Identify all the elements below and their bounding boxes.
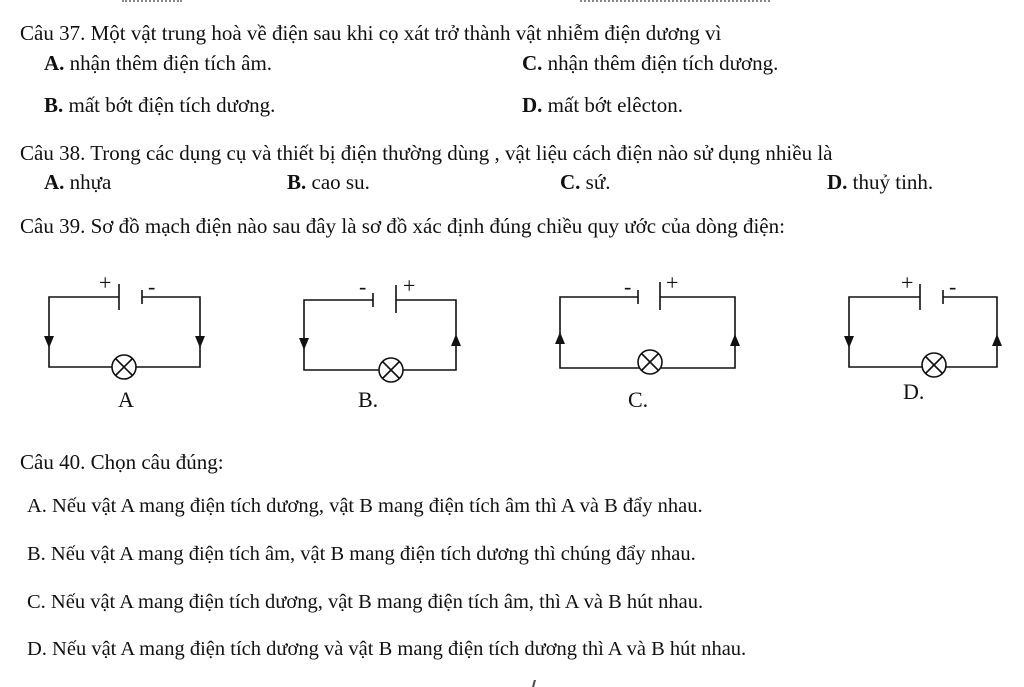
wire [660, 297, 735, 368]
option-text: nhận thêm điện tích âm. [64, 51, 273, 75]
current-arrow-up-icon [992, 334, 1002, 346]
question-37-stem: Câu 37. Một vật trung hoà về điện sau khi cọ xát trở thành vật nhiễm điện dương vì [20, 21, 722, 45]
q37-option-a [44, 51, 272, 75]
diagram-label-d: D. [903, 379, 925, 404]
q37-option-b [44, 93, 275, 117]
option-text: thuỷ tinh. [847, 170, 934, 194]
option-letter: D. [827, 170, 848, 194]
cropped-top-line-right [580, 0, 770, 4]
battery-left-sign: + [99, 270, 112, 295]
q38-option-c [560, 170, 610, 194]
battery-left-sign: - [359, 274, 367, 299]
option-letter: B. [287, 170, 307, 194]
option-letter: A. [44, 51, 65, 75]
q37-option-c [522, 51, 778, 75]
option-text: cao su. [306, 170, 370, 194]
q40-option-b: B. Nếu vật A mang điện tích âm, vật B mang điện tích dương thì chúng đẩy nhau. [27, 543, 696, 565]
option-text: nhựa [64, 170, 112, 194]
wire [396, 300, 456, 370]
battery-right-sign: + [666, 270, 679, 295]
cropped-top-line-left [122, 0, 182, 4]
q40-option-a: A. Nếu vật A mang điện tích dương, vật B mang điện tích âm thì A và B đẩy nhau. [27, 495, 703, 517]
current-arrow-down-icon [299, 338, 309, 350]
wire [49, 297, 119, 367]
wire [943, 297, 997, 367]
stray-mark [532, 680, 536, 687]
question-38-stem: Câu 38. Trong các dụng cụ và thiết bị điện thường dùng , vật liệu cách điện nào sử dụng nhiều là [20, 141, 833, 165]
question-40-stem: Câu 40. Chọn câu đúng: [20, 450, 224, 474]
wire [560, 297, 639, 368]
q40-option-d: D. Nếu vật A mang điện tích dương và vật B mang điện tích dương thì A và B hút nhau. [27, 638, 747, 660]
battery-right-sign: + [403, 273, 416, 298]
current-arrow-up-icon [555, 332, 565, 344]
option-letter: C. [522, 51, 543, 75]
question-39-stem: Câu 39. Sơ đồ mạch điện nào sau đây là sơ đồ xác định đúng chiều quy ước của dòng điện: [20, 214, 785, 238]
diagram-label-a: A [118, 387, 134, 412]
diagram-label-b: B. [358, 387, 379, 412]
battery-right-sign: - [949, 274, 957, 299]
option-letter: A. [44, 170, 65, 194]
battery-left-sign: + [901, 270, 914, 295]
circuit-diagram-d [840, 270, 1020, 380]
wire [136, 297, 200, 367]
current-arrow-up-icon [451, 334, 461, 346]
battery-left-sign: - [624, 274, 632, 299]
q37-option-d [522, 93, 683, 117]
circuit-diagram-a [40, 270, 220, 380]
option-text: mất bớt elêcton. [542, 93, 683, 117]
q38-option-d [827, 170, 933, 194]
option-text: mất bớt điện tích dương. [63, 93, 276, 117]
option-letter: D. [522, 93, 543, 117]
diagram-label-c: C. [628, 387, 649, 412]
option-letter: B. [44, 93, 64, 117]
battery-right-sign: - [148, 274, 156, 299]
option-text: nhận thêm điện tích dương. [542, 51, 779, 75]
current-arrow-down-icon [44, 336, 54, 348]
circuit-diagram-b [295, 270, 475, 380]
q40-option-c: C. Nếu vật A mang điện tích dương, vật B mang điện tích âm, thì A và B hút nhau. [27, 591, 704, 613]
option-text: sứ. [580, 170, 611, 194]
wire [849, 297, 923, 367]
circuit-diagram-c [550, 270, 750, 380]
current-arrow-down-icon [195, 336, 205, 348]
q38-option-b [287, 170, 370, 194]
current-arrow-down-icon [844, 336, 854, 348]
current-arrow-up-icon [730, 334, 740, 346]
option-letter: C. [560, 170, 581, 194]
q38-option-a [44, 170, 111, 194]
wire [304, 300, 379, 370]
